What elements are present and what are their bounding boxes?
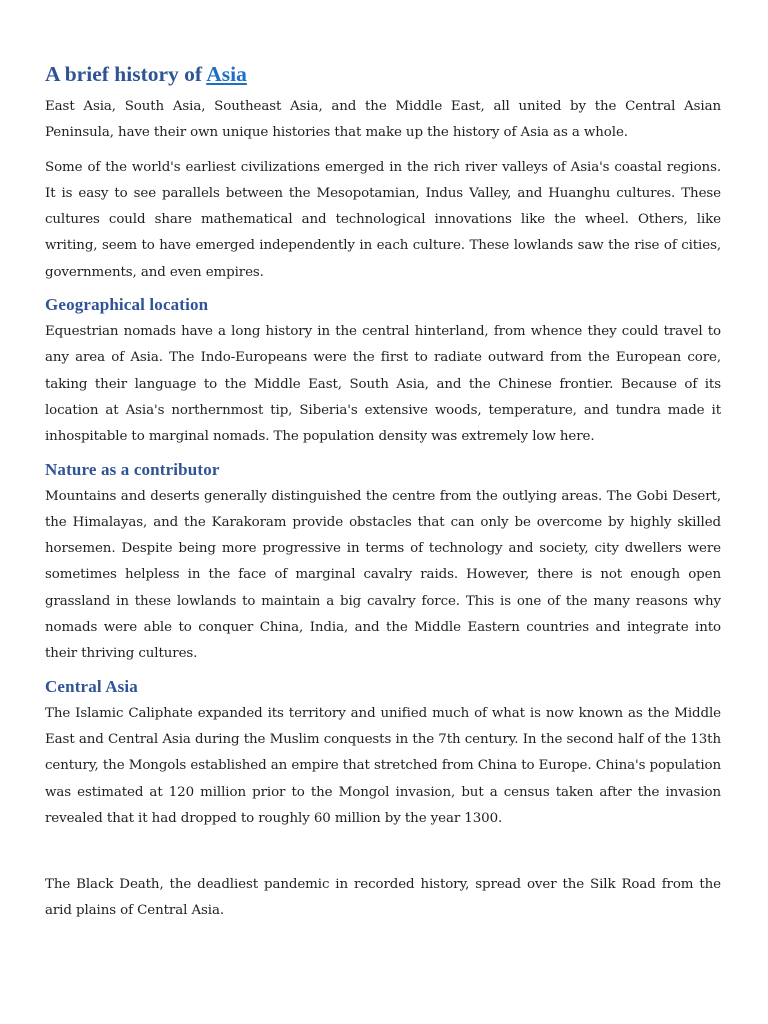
closing-paragraph: The Black Death, the deadliest pandemic in recorded history, spread over the Silk Road from the arid plains of Central Asia. [45,877,721,919]
section-paragraph-nature-as-a-contributor: Mountains and deserts generally distinguished the centre from the outlying areas. The Gobi Desert, the Himalayas, and the Karakoram provide obstacles that can only be overcome by highly skilled horsemen. Despite being more progressive in terms of technology and society, city dwellers were sometimes helpless in the face of marginal cavalry raids. However, there is not enough open grassland in these lowlands to maintain a big cavalry force. This is one of the many reasons why nomads were able to conquer China, India, and the Middle Eastern countries and integrate into their thriving cultures. [45,488,721,662]
intro-paragraph-2: Some of the world's earliest civilizations emerged in the rich river valleys of Asia's coastal regions. It is easy to see parallels between the Mesopotamian, Indus Valley, and Huanghu cultures. These cultures could share mathematical and technological innovations like the wheel. Others, like writing, seem to have emerged independently in each culture. These lowlands saw the rise of cities, governments, and even empires. [45,159,721,280]
section-heading-nature-as-a-contributor: Nature as a contributor [45,459,220,479]
intro-paragraph-1: East Asia, South Asia, Southeast Asia, and the Middle East, all united by the Central Asian Peninsula, have their own unique histories that make up the history of Asia as a whole. [45,99,721,141]
section-paragraph-central-asia: The Islamic Caliphate expanded its territory and unified much of what is now known as the Middle East and Central Asia during the Muslim conquests in the 7th century. In the second half of the 13th century, the Mongols established an empire that stretched from China to Europe. China's population was estimated at 120 million prior to the Mongol invasion, but a census taken after the invasion revealed that it had dropped to roughly 60 million by the year 1300. [45,705,721,826]
asia-link[interactable]: Asia [206,62,247,86]
section-paragraph-geographical-location: Equestrian nomads have a long history in the central hinterland, from whence they could travel to any area of Asia. The Indo-Europeans were the first to radiate outward from the European core, taking their language to the Middle East, South Asia, and the Chinese frontier. Because of its location at Asia's northernmost tip, Siberia's extensive woods, temperature, and tundra made it inhospitable to marginal nomads. The population density was extremely low here. [45,324,721,445]
section-heading-central-asia: Central Asia [45,676,138,696]
section-heading-geographical-location: Geographical location [45,295,209,315]
page-title [45,60,721,88]
document-page [45,60,721,933]
title-prefix: A brief history of [45,62,207,86]
